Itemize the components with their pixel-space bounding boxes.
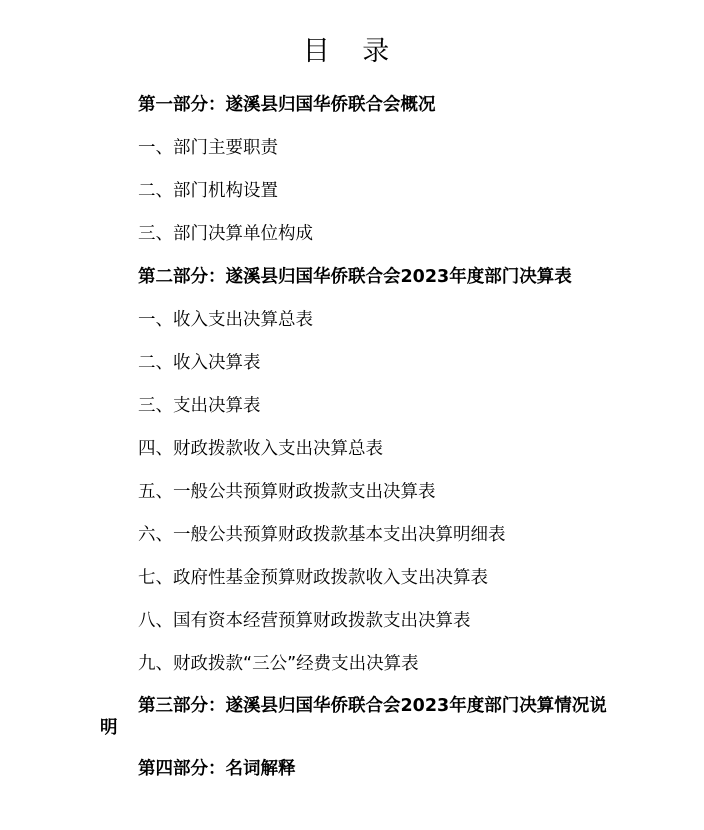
toc-item-part2-5: 五、一般公共预算财政拨款支出决算表: [138, 482, 436, 502]
toc-item-part1-3: 三、部门决算单位构成: [138, 224, 313, 244]
part4-heading: 第四部分：名词解释: [138, 759, 296, 779]
toc-item-part1-1: 一、部门主要职责: [138, 138, 278, 158]
toc-item-part2-1: 一、收入支出决算总表: [138, 310, 313, 330]
toc-item-part2-8: 八、国有资本经营预算财政拨款支出决算表: [138, 611, 471, 631]
toc-item-part2-2: 二、收入决算表: [138, 353, 261, 373]
part1-heading: 第一部分：遂溪县归国华侨联合会概况: [138, 95, 436, 115]
part3-heading: 第三部分：遂溪县归国华侨联合会2023年度部门决算情况说明: [100, 696, 607, 738]
toc-item-part2-3: 三、支出决算表: [138, 396, 261, 416]
toc-item-part2-9: 九、财政拨款“三公”经费支出决算表: [138, 654, 419, 674]
toc-item-part1-2: 二、部门机构设置: [138, 181, 278, 201]
toc-item-part2-4: 四、财政拨款收入支出决算总表: [138, 439, 383, 459]
toc-item-part2-7: 七、政府性基金预算财政拨款收入支出决算表: [138, 568, 488, 588]
part2-heading: 第二部分：遂溪县归国华侨联合会2023年度部门决算表: [138, 267, 572, 287]
page-title: 目 录: [302, 36, 402, 67]
toc-item-part2-6: 六、一般公共预算财政拨款基本支出决算明细表: [138, 525, 506, 545]
